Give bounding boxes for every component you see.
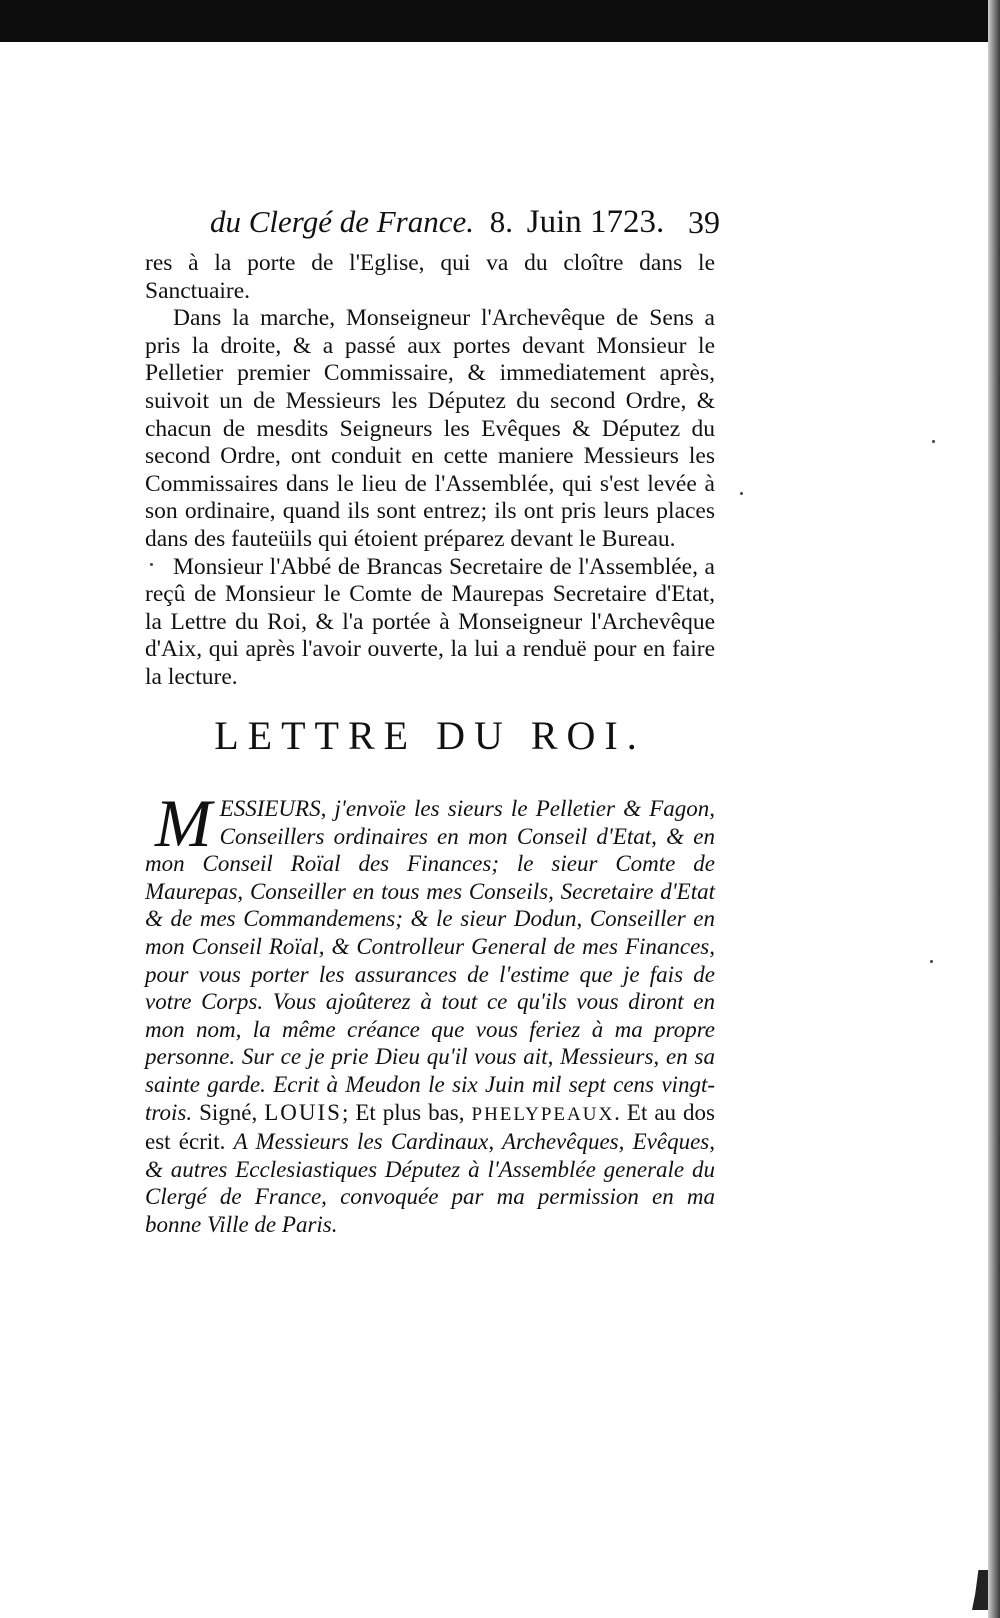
scan-corner-mark — [972, 1570, 988, 1610]
page-number: 39 — [688, 204, 720, 240]
signer-name: LOUIS — [264, 1099, 342, 1125]
scan-speck — [740, 492, 743, 495]
running-head-title: du Clergé de France. — [210, 204, 474, 239]
running-head — [210, 204, 720, 250]
paragraph-continuation: res à la porte de l'Eglise, qui va du cloître dans le Sanctuaire. — [145, 250, 715, 304]
below-label: ; Et plus bas, — [341, 1099, 465, 1125]
royal-letter — [145, 785, 715, 1239]
signed-label: Signé, — [199, 1099, 258, 1125]
running-head-day: 8. — [489, 204, 513, 239]
scan-speck — [150, 563, 153, 566]
scan-speck — [932, 440, 935, 443]
scan-speck — [930, 960, 933, 963]
letter-text: ESSIEURS, j'envoïe les sieurs le Pelletier & Fagon, Conseillers ordinaires en mon Conseil d'Etat, & en mon Conseil Roïal des Finances; le sieur Comte de Maurepas, Conseiller en tous mes Conseils, Secretaire d'Etat & de mes Commandemens; & le sieur Dodun, Conseiller en mon Conseil Roïal, & Controlleur General de mes Finances, pour vous porter les assurances de l'estime que je fais de votre Corps. Vous ajoûterez à tout ce qu'ils vous diront en mon nom, la même créance que vous feriez à ma propre personne. Sur ce je prie Dieu qu'il vous ait, Messieurs, en sa sainte garde. Ecrit à Meudon le six Juin mil sept cens vingt-trois. — [145, 796, 715, 1125]
scan-page-edge — [988, 0, 1000, 1618]
scan-top-border — [0, 0, 1000, 42]
paragraph-letter-delivery: Monsieur l'Abbé de Brancas Secretaire de l'Assemblée, a reçû de Monsieur le Comte de Maurepas Secretaire d'Etat, la Lettre du Roi, & l'a portée à Monseigneur l'Archevêque d'Aix, qui après l'avoir ouverte, la lui a renduë pour en faire la lecture. — [145, 553, 715, 690]
drop-cap: M — [155, 785, 212, 861]
letter-address: A Messieurs les Cardinaux, Archevêques, Evêques, & autres Ecclesiastiques Députez à l'Assemblée generale du Clergé de France, convoquée par ma permission en ma bonne Ville de Paris. — [145, 1129, 715, 1237]
body-text — [145, 250, 715, 692]
countersigner-name: PHELYPEAUX — [471, 1103, 615, 1125]
endorsement-label: . Et au dos est écrit. — [145, 1099, 715, 1155]
section-title: LETTRE DU ROI. — [214, 713, 646, 758]
paragraph-procession: Dans la marche, Monseigneur l'Archevêque de Sens a pris la droite, & a passé aux portes devant Monsieur le Pelletier premier Commissaire, & immediatement après, suivoit un de Messieurs les Députez du second Ordre, & chacun de mesdits Seigneurs les Evêques & Députez du second Ordre, ont conduit en cette maniere Messieurs les Commissaires dans le lieu de l'Assemblée, qui s'est levée à son ordinaire, quand ils sont entrez; ils ont pris leurs places dans des fauteüils qui étoient préparez devant le Bureau. — [145, 305, 715, 552]
running-head-date: Juin 1723. — [526, 204, 665, 240]
